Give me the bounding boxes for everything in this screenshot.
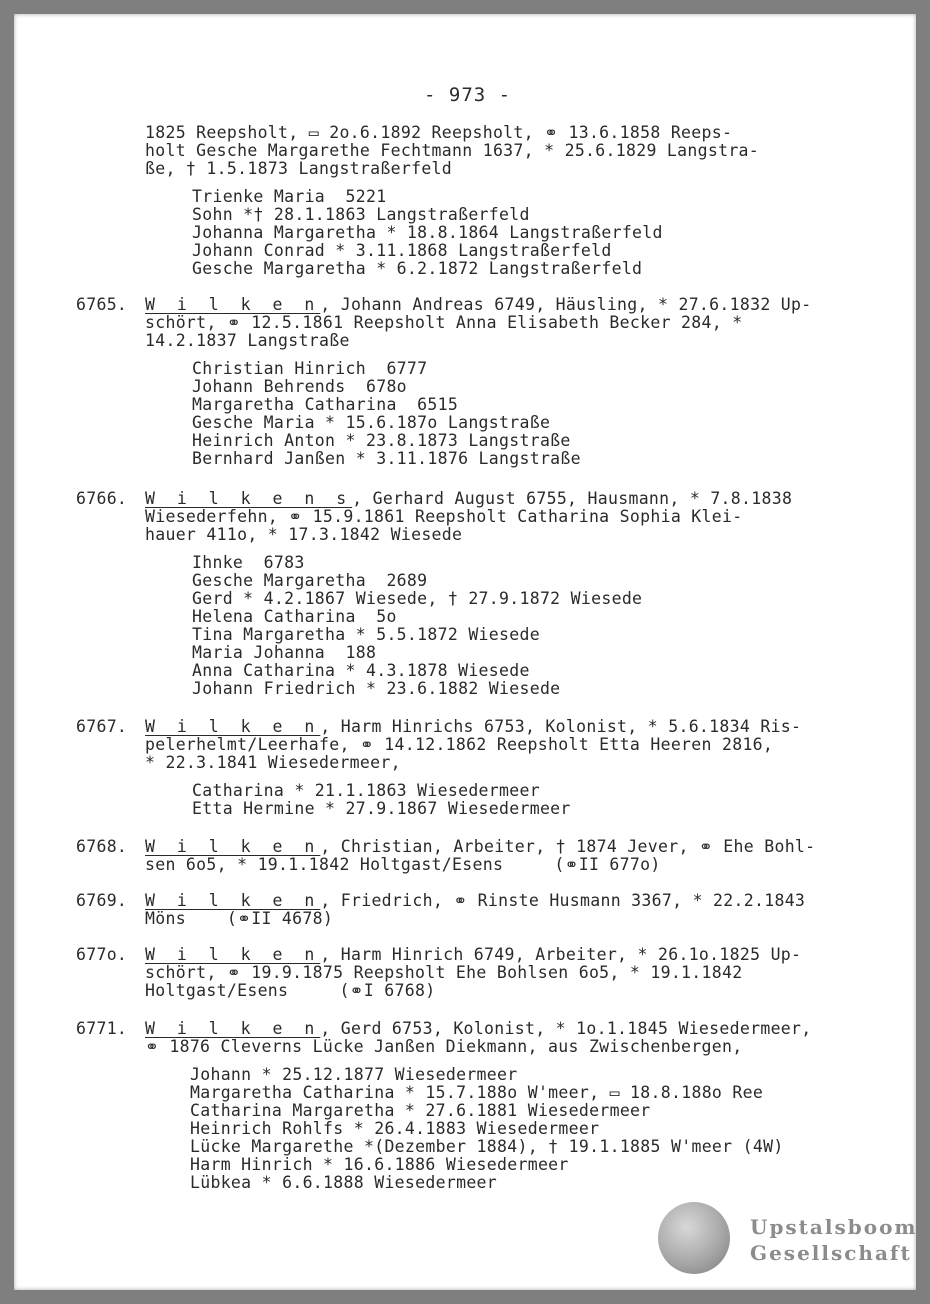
- child-line: Margaretha Catharina * 15.7.188o W'meer, ▭ 18.8.188o Ree: [190, 1083, 764, 1102]
- entry-number: 677o.: [76, 945, 128, 964]
- entry-line: schört, ⚭ 12.5.1861 Reepsholt Anna Elisabeth Becker 284, *: [145, 313, 743, 332]
- entry-number: 6769.: [76, 891, 128, 910]
- entry-line: Holtgast/Esens (⚭I 6768): [145, 981, 436, 1000]
- child-line: Helena Catharina 5o: [192, 607, 397, 626]
- entry-surname: W i l k e n: [145, 945, 321, 964]
- child-line: Johann Friedrich * 23.6.1882 Wiesede: [192, 679, 561, 698]
- entry-line: , Gerhard August 6755, Hausmann, * 7.8.1838: [352, 489, 793, 508]
- child-line: Heinrich Anton * 23.8.1873 Langstraße: [192, 431, 571, 450]
- entry-number: 6766.: [76, 489, 128, 508]
- entry-line: ße, † 1.5.1873 Langstraßerfeld: [145, 159, 453, 178]
- entry-line: ⚭ 1876 Cleverns Lücke Janßen Diekmann, aus Zwischenbergen,: [145, 1037, 743, 1056]
- entry-number: 6765.: [76, 295, 128, 314]
- seal-logo-icon: [658, 1202, 730, 1274]
- entry-line: sen 6o5, * 19.1.1842 Holtgast/Esens (⚭II 677o): [145, 855, 661, 874]
- entry-number: 6771.: [76, 1019, 128, 1038]
- watermark-line-1: Upstalsboom: [750, 1215, 918, 1239]
- entry-line: , Gerd 6753, Kolonist, * 1o.1.1845 Wiesedermeer,: [320, 1019, 812, 1038]
- child-line: Gesche Margaretha * 6.2.1872 Langstraßerfeld: [192, 259, 643, 278]
- child-line: Margaretha Catharina 6515: [192, 395, 459, 414]
- entry-line: , Johann Andreas 6749, Häusling, * 27.6.1832 Up-: [320, 295, 812, 314]
- child-line: Catharina * 21.1.1863 Wiesedermeer: [192, 781, 540, 800]
- watermark-line-2: Gesellschaft: [750, 1241, 912, 1265]
- entry-line: 1825 Reepsholt, ▭ 2o.6.1892 Reepsholt, ⚭ 13.6.1858 Reeps-: [145, 123, 733, 142]
- child-line: Gerd * 4.2.1867 Wiesede, † 27.9.1872 Wiesede: [192, 589, 643, 608]
- child-line: Gesche Margaretha 2689: [192, 571, 428, 590]
- entry-line: holt Gesche Margarethe Fechtmann 1637, * 25.6.1829 Langstra-: [145, 141, 760, 160]
- child-line: Bernhard Janßen * 3.11.1876 Langstraße: [192, 449, 581, 468]
- child-line: Lücke Margarethe *(Dezember 1884), † 19.1.1885 W'meer (4W): [190, 1137, 784, 1156]
- child-line: Ihnke 6783: [192, 553, 305, 572]
- entry-surname: W i l k e n: [145, 295, 321, 314]
- child-line: Johann Behrends 678o: [192, 377, 407, 396]
- entry-line: schört, ⚭ 19.9.1875 Reepsholt Ehe Bohlsen 6o5, * 19.1.1842: [145, 963, 743, 982]
- child-line: Tina Margaretha * 5.5.1872 Wiesede: [192, 625, 540, 644]
- entry-surname: W i l k e n: [145, 891, 321, 910]
- entry-line: , Christian, Arbeiter, † 1874 Jever, ⚭ Ehe Bohl-: [320, 837, 816, 856]
- child-line: Gesche Maria * 15.6.187o Langstraße: [192, 413, 551, 432]
- child-line: Lübkea * 6.6.1888 Wiesedermeer: [190, 1173, 498, 1192]
- entry-line: pelerhelmt/Leerhafe, ⚭ 14.12.1862 Reepsholt Etta Heeren 2816,: [145, 735, 774, 754]
- entry-line: hauer 411o, * 17.3.1842 Wiesede: [145, 525, 463, 544]
- page-number: - 973 -: [424, 84, 512, 106]
- child-line: Christian Hinrich 6777: [192, 359, 428, 378]
- child-line: Etta Hermine * 27.9.1867 Wiesedermeer: [192, 799, 571, 818]
- child-line: Heinrich Rohlfs * 26.4.1883 Wiesedermeer: [190, 1119, 600, 1138]
- entry-line: Wiesederfehn, ⚭ 15.9.1861 Reepsholt Catharina Sophia Klei-: [145, 507, 743, 526]
- entry-line: * 22.3.1841 Wiesedermeer,: [145, 753, 401, 772]
- child-line: Maria Johanna 188: [192, 643, 377, 662]
- entry-number: 6768.: [76, 837, 128, 856]
- child-line: Johann Conrad * 3.11.1868 Langstraßerfeld: [192, 241, 612, 260]
- entry-surname: W i l k e n: [145, 717, 321, 736]
- entry-number: 6767.: [76, 717, 128, 736]
- entry-surname: W i l k e n s: [145, 489, 353, 508]
- entry-line: , Harm Hinrichs 6753, Kolonist, * 5.6.1834 Ris-: [320, 717, 802, 736]
- entry-surname: W i l k e n: [145, 1019, 321, 1038]
- child-line: Anna Catharina * 4.3.1878 Wiesede: [192, 661, 530, 680]
- entry-surname: W i l k e n: [145, 837, 321, 856]
- entry-line: Möns (⚭II 4678): [145, 909, 334, 928]
- entry-line: , Harm Hinrich 6749, Arbeiter, * 26.1o.1825 Up-: [320, 945, 802, 964]
- child-line: Catharina Margaretha * 27.6.1881 Wiesedermeer: [190, 1101, 651, 1120]
- entry-line: 14.2.1837 Langstraße: [145, 331, 350, 350]
- entry-line: , Friedrich, ⚭ Rinste Husmann 3367, * 22.2.1843: [320, 891, 806, 910]
- document-page: [14, 14, 916, 1290]
- child-line: Trienke Maria 5221: [192, 187, 387, 206]
- child-line: Harm Hinrich * 16.6.1886 Wiesedermeer: [190, 1155, 569, 1174]
- child-line: Johanna Margaretha * 18.8.1864 Langstraßerfeld: [192, 223, 663, 242]
- child-line: Johann * 25.12.1877 Wiesedermeer: [190, 1065, 518, 1084]
- child-line: Sohn *† 28.1.1863 Langstraßerfeld: [192, 205, 530, 224]
